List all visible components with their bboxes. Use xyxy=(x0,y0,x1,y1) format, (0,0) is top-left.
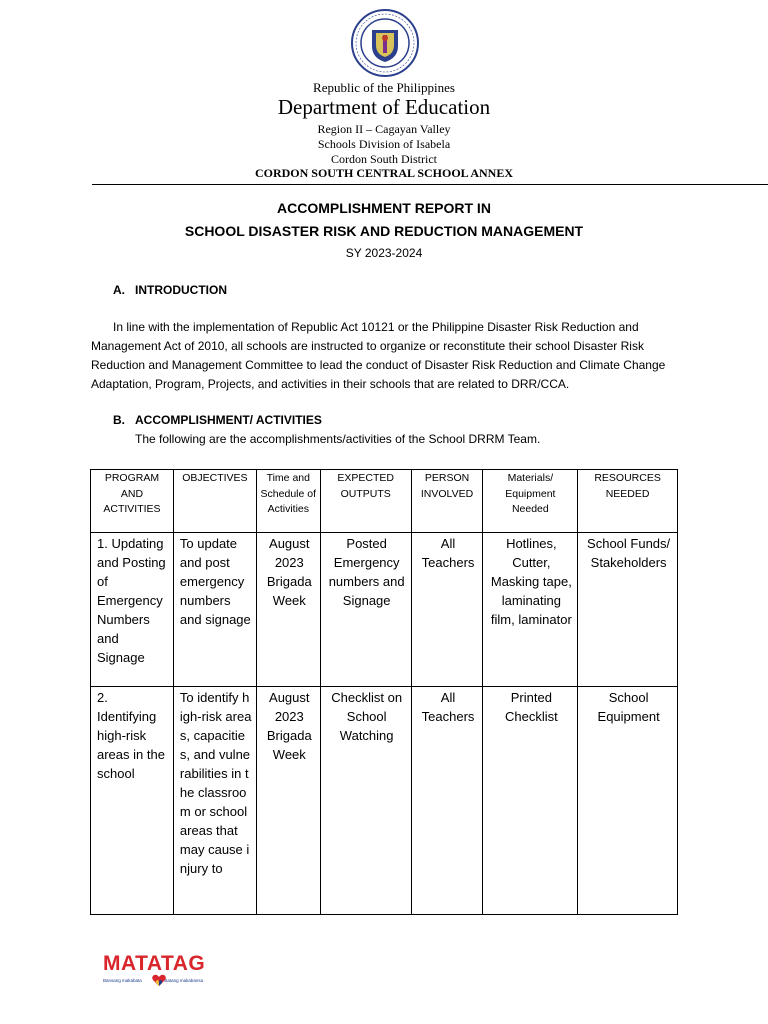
republic-line: Republic of the Philippines xyxy=(313,80,455,95)
header-resources: RESOURCES NEEDED xyxy=(578,470,678,533)
header-schedule: Time and Schedule of Activities xyxy=(256,470,320,533)
cell-persons: All Teachers xyxy=(411,687,483,915)
section-b-title: ACCOMPLISHMENT/ ACTIVITIES xyxy=(135,413,322,427)
table-header-row xyxy=(91,470,678,533)
cell-resources: School Equipment xyxy=(578,687,678,915)
logo-tagline-right: Batang makabansa xyxy=(164,978,204,983)
table-row xyxy=(91,687,678,915)
header-program: PROGRAM AND ACTIVITIES xyxy=(91,470,174,533)
section-a-letter: A. xyxy=(113,283,125,297)
section-b-heading xyxy=(113,413,322,427)
header-materials: Materials/ Equipment Needed xyxy=(483,470,578,533)
cell-program: 1. Updating and Posting of Emergency Numbers and Signage xyxy=(91,533,174,687)
section-a-title: INTRODUCTION xyxy=(135,283,227,297)
heart-icon xyxy=(151,972,167,988)
cell-objectives: To identify high-risk areas, capacities, and vulnerabilities in the classroom or school areas that may cause injury to xyxy=(173,687,256,915)
activities-table xyxy=(90,469,678,915)
logo-wordmark: MATATAG xyxy=(103,952,206,975)
section-b-intro: The following are the accomplishments/activities of the School DRRM Team. xyxy=(135,432,541,446)
cell-program: 2. Identifying high-risk areas in the school xyxy=(91,687,174,915)
table-row xyxy=(91,533,678,687)
logo-tagline-left: Bansang makabata xyxy=(103,978,142,983)
section-a-heading xyxy=(113,283,227,297)
cell-materials: Printed Checklist xyxy=(483,687,578,915)
cell-persons: All Teachers xyxy=(411,533,483,687)
school-name: CORDON SOUTH CENTRAL SCHOOL ANNEX xyxy=(254,166,514,180)
district-line: Cordon South District xyxy=(330,152,437,166)
header-outputs: EXPECTED OUTPUTS xyxy=(320,470,411,533)
section-b-letter: B. xyxy=(113,413,125,427)
region-line: Region II – Cagayan Valley xyxy=(317,122,451,136)
header-objectives: OBJECTIVES xyxy=(173,470,256,533)
cell-objectives: To update and post emergency numbers and signage xyxy=(173,533,256,687)
cell-schedule: August 2023 Brigada Week xyxy=(256,533,320,687)
report-title-line2: SCHOOL DISASTER RISK AND REDUCTION MANAGEMENT xyxy=(184,223,584,239)
matatag-logo xyxy=(103,952,223,992)
cell-outputs: Checklist on School Watching xyxy=(320,687,411,915)
cell-outputs: Posted Emergency numbers and Signage xyxy=(320,533,411,687)
header-divider xyxy=(92,184,768,185)
report-title-line1: ACCOMPLISHMENT REPORT IN xyxy=(277,200,491,216)
department-title: Department of Education xyxy=(277,95,491,119)
cell-resources: School Funds/Stakeholders xyxy=(578,533,678,687)
division-line: Schools Division of Isabela xyxy=(317,137,451,151)
deped-seal-icon xyxy=(350,8,420,78)
cell-materials: Hotlines, Cutter, Masking tape, laminating film, laminator xyxy=(483,533,578,687)
cell-schedule: August 2023 Brigada Week xyxy=(256,687,320,915)
header-persons: PERSON INVOLVED xyxy=(411,470,483,533)
introduction-paragraph: In line with the implementation of Republic Act 10121 or the Philippine Disaster Risk Reduction and Management Act of 2010, all schools are instructed to organize or reconstitute their school Disaster Risk Reduction and Management Committee to lead the conduct of Disaster Risk Reduction and Climate Change Adaptation, Program, Projects, and activities in their schools that are related to DRR/CCA. xyxy=(91,320,666,391)
school-year: SY 2023-2024 xyxy=(345,246,423,260)
